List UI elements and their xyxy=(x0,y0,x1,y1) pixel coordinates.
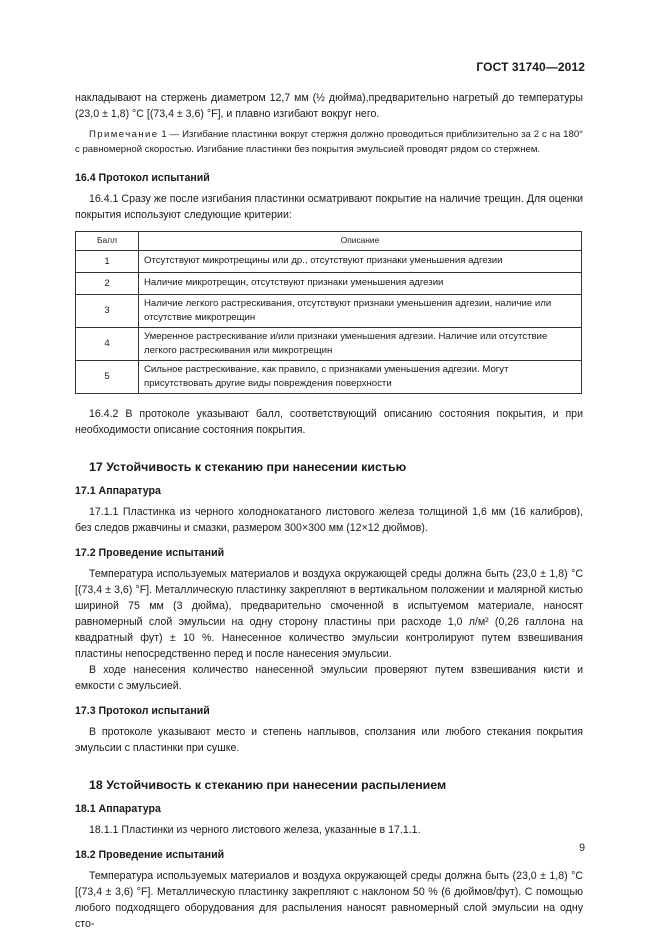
continued-paragraph: накладывают на стержень диаметром 12,7 мм (½ дюйма),предварительно нагретый до температуры (23,0 ± 1,8) °С [(73,4 ± 3,6) °F], и плавно изгибают вокруг него. xyxy=(75,92,583,120)
row-description: Наличие легкого растрескивания, отсутствуют признаки уменьшения адгезии, наличие или отсутствие микротрещин xyxy=(139,295,582,328)
para-16-4-2: 16.4.2 В протоколе указывают балл, соответствующий описанию состояния покрытия, и при необходимости описание состояния покрытия. xyxy=(75,408,583,436)
col-header-score: Балл xyxy=(76,232,139,251)
row-description: Наличие микротрещин, отсутствуют признаки уменьшения адгезии xyxy=(139,273,582,295)
row-score: 4 xyxy=(76,328,139,361)
section-18-2-title: 18.2 Проведение испытаний xyxy=(75,849,225,861)
section-17-1-title: 17.1 Аппаратура xyxy=(75,485,161,497)
page-content xyxy=(75,90,583,932)
row-score: 3 xyxy=(76,295,139,328)
document-id: ГОСТ 31740—2012 xyxy=(476,60,585,74)
table-header-row xyxy=(76,232,582,251)
note-label: Примечание xyxy=(89,129,159,140)
row-description: Умеренное растрескивание и/или признаки уменьшения адгезии. Наличие или отсутствие легкого растрескивания или микротрещин xyxy=(139,328,582,361)
row-description: Отсутствуют микротрещины или др., отсутствуют признаки уменьшения адгезии xyxy=(139,251,582,273)
table-row xyxy=(76,361,582,394)
row-score: 1 xyxy=(76,251,139,273)
para-18-1-1: 18.1.1 Пластинки из черного листового железа, указанные в 17.1.1. xyxy=(89,824,421,836)
page-number: 9 xyxy=(579,842,585,854)
section-17-3-title: 17.3 Протокол испытаний xyxy=(75,705,210,717)
table-row xyxy=(76,251,582,273)
note-text: 1 — Изгибание пластинки вокруг стержня должно проводиться приблизительно за 2 с на 180° с равномерной скоростью. Изгибание пластинки без покрытия эмульсией проводят рядом со стержнем. xyxy=(75,129,583,155)
section-17-2-title: 17.2 Проведение испытаний xyxy=(75,547,225,559)
table-row xyxy=(76,295,582,328)
criteria-table xyxy=(75,231,582,394)
para-17-1-1: 17.1.1 Пластинка из черного холоднокатаного листового железа толщиной 1,6 мм (16 калибров), без следов ржавчины и смазки, размером 300×300 мм (12×12 дюймов). xyxy=(75,506,583,534)
note-1 xyxy=(75,128,583,157)
row-score: 2 xyxy=(76,273,139,295)
para-17-2-2: В ходе нанесения количество нанесенной эмульсии проверяют путем взвешивания кисти и емкости с эмульсией. xyxy=(75,664,583,692)
row-score: 5 xyxy=(76,361,139,394)
para-16-4-1: 16.4.1 Сразу же после изгибания пластинки осматривают покрытие на наличие трещин. Для оценки покрытия используют следующие критерии: xyxy=(75,193,583,221)
para-18-2: Температура используемых материалов и воздуха окружающей среды должна быть (23,0 ± 1,8) °С [(73,4 ± 3,6) °F]. Металлическую пластинку закрепляют с наклоном 50 % (6 дюймов/фут). С помощью любого подходящего оборудования для распыления наносят равномерный слой эмульсии на одну сто- xyxy=(75,870,583,930)
para-17-3: В протоколе указывают место и степень наплывов, сползания или любого стекания покрытия эмульсии с пластинки при сушке. xyxy=(75,726,583,754)
table-row xyxy=(76,328,582,361)
table-row xyxy=(76,273,582,295)
row-description: Сильное растрескивание, как правило, с признаками уменьшения адгезии. Могут присутствовать другие виды повреждения поверхности xyxy=(139,361,582,394)
col-header-description: Описание xyxy=(139,232,582,251)
section-17-title: 17 Устойчивость к стеканию при нанесении кистью xyxy=(89,460,407,474)
para-17-2-1: Температура используемых материалов и воздуха окружающей среды должна быть (23,0 ± 1,8) °С [(73,4 ± 3,6) °F]. Металлическую пластинку закрепляют в вертикальном положении и малярной кистью шириной 75 мм (3 дюйма), предварительно смоченной в испытуемом материале, наносят равномерный слой эмульсии на одну сторону пластины при расходе 1,0 л/м² (0,26 галлона на квадратный фут) ± 10 %. Нанесенное количество эмульсии контролируют путем взвешивания пластины непосредственно перед и после нанесения эмульсии. xyxy=(75,568,583,660)
section-18-1-title: 18.1 Аппаратура xyxy=(75,803,161,815)
section-16-4-title: 16.4 Протокол испытаний xyxy=(75,172,210,184)
section-18-title: 18 Устойчивость к стеканию при нанесении распылением xyxy=(89,778,447,792)
